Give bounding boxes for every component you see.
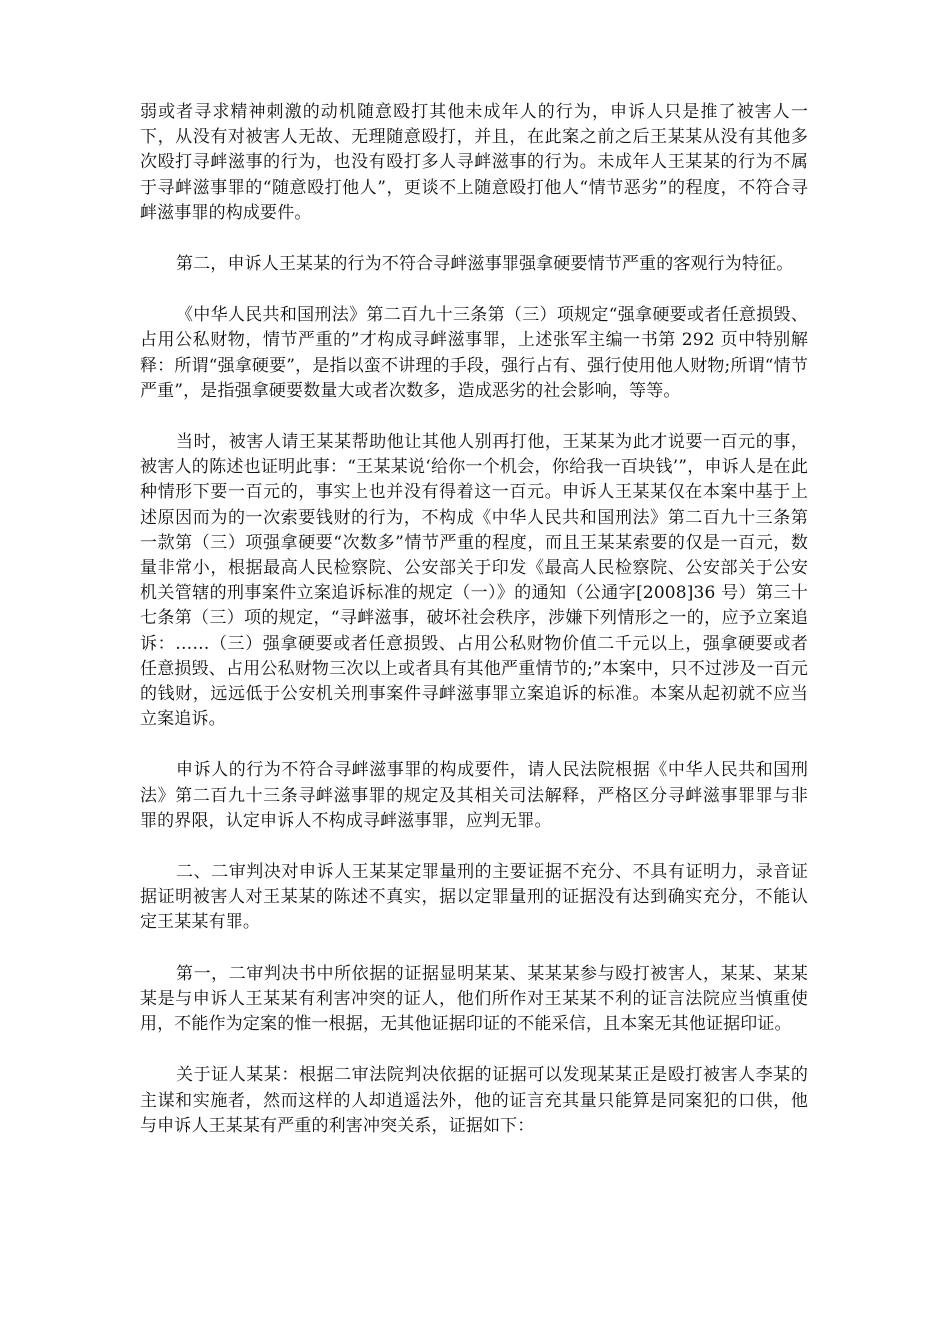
- paragraph-8: 关于证人某某：根据二审法院判决依据的证据可以发现某某正是殴打被害人李某的主谋和实施者，然而这样的人却逍遥法外，他的证言充其量只能算是同案犯的口供，他与申诉人王某某有严重的利害冲突关系，证据如下：: [140, 1065, 808, 1136]
- paragraph-2: 第二，申诉人王某某的行为不符合寻衅滋事罪强拿硬要情节严重的客观行为特征。: [176, 254, 794, 275]
- paragraph-4: 当时，被害人请王某某帮助他让其他人别再打他，王某某为此才说要一百元的事，被害人的陈述也证明此事：“王某某说‘给你一个机会，你给我一百块钱’”，申诉人是在此种情形下要一百元的，事实上也并没有得着这一百元。申诉人王某某仅在本案中基于上述原因而为的一次索要钱财的行为，不构成《中华人民共和国刑法》第二百九十三条第一款第（三）项强拿硬要“次数多”情节严重的程度，而且王某某索要的仅是一百元，数量非常小，根据最高人民检察院、公安部关于印发《最高人民检察院、公安部关于公安机关管辖的刑事案件立案追诉标准的规定（一）》的通知（公通字[2008]36 号）第三十七条第（三）项的规定，“寻衅滋事，破坏社会秩序，涉嫌下列情形之一的，应予立案追诉：……（三）强拿硬要或者任意损毁、占用公私财物价值二千元以上，强拿硬要或者任意损毁、占用公私财物三次以上或者具有其他严重情节的;”本案中，只不过涉及一百元的钱财，远远低于公安机关刑事案件寻衅滋事罪立案追诉的标准。本案从起初就不应当立案追诉。: [140, 432, 808, 730]
- document-page: [140, 100, 808, 1165]
- paragraph-6: 二、二审判决对申诉人王某某定罪量刑的主要证据不充分、不具有证明力，录音证据证明被害人对王某某的陈述不真实，据以定罪量刑的证据没有达到确实充分，不能认定王某某有罪。: [140, 862, 808, 933]
- paragraph-7: 第一，二审判决书中所依据的证据显明某某、某某某参与殴打被害人，某某、某某某是与申诉人王某某有利害冲突的证人，他们所作对王某某不利的证言法院应当慎重使用，不能作为定案的惟一根据，无其他证据印证的不能采信，且本案无其他证据印证。: [140, 963, 808, 1035]
- paragraph-3: 《中华人民共和国刑法》第二百九十三条第（三）项规定“强拿硬要或者任意损毁、占用公私财物，情节严重的”才构成寻衅滋事罪，上述张军主编一书第 292 页中特别解释：所谓“强拿硬要”，是指以蛮不讲理的手段，强行占有、强行使用他人财物;所谓“情节严重”，是指强拿硬要数量大或者次数多，造成恶劣的社会影响，等等。: [140, 305, 808, 401]
- paragraph-5: 申诉人的行为不符合寻衅滋事罪的构成要件，请人民法院根据《中华人民共和国刑法》第二百九十三条寻衅滋事罪的规定及其相关司法解释，严格区分寻衅滋事罪罪与非罪的界限，认定申诉人不构成寻衅滋事罪，应判无罪。: [140, 760, 808, 831]
- paragraph-1: 弱或者寻求精神刺激的动机随意殴打其他未成年人的行为，申诉人只是推了被害人一下，从没有对被害人无故、无理随意殴打，并且，在此案之前之后王某某从没有其他多次殴打寻衅滋事的行为，也没有殴打多人寻衅滋事的行为。未成年人王某某的行为不属于寻衅滋事罪的“随意殴打他人”，更谈不上随意殴打他人“情节恶劣”的程度，不符合寻衅滋事罪的构成要件。: [140, 102, 808, 223]
